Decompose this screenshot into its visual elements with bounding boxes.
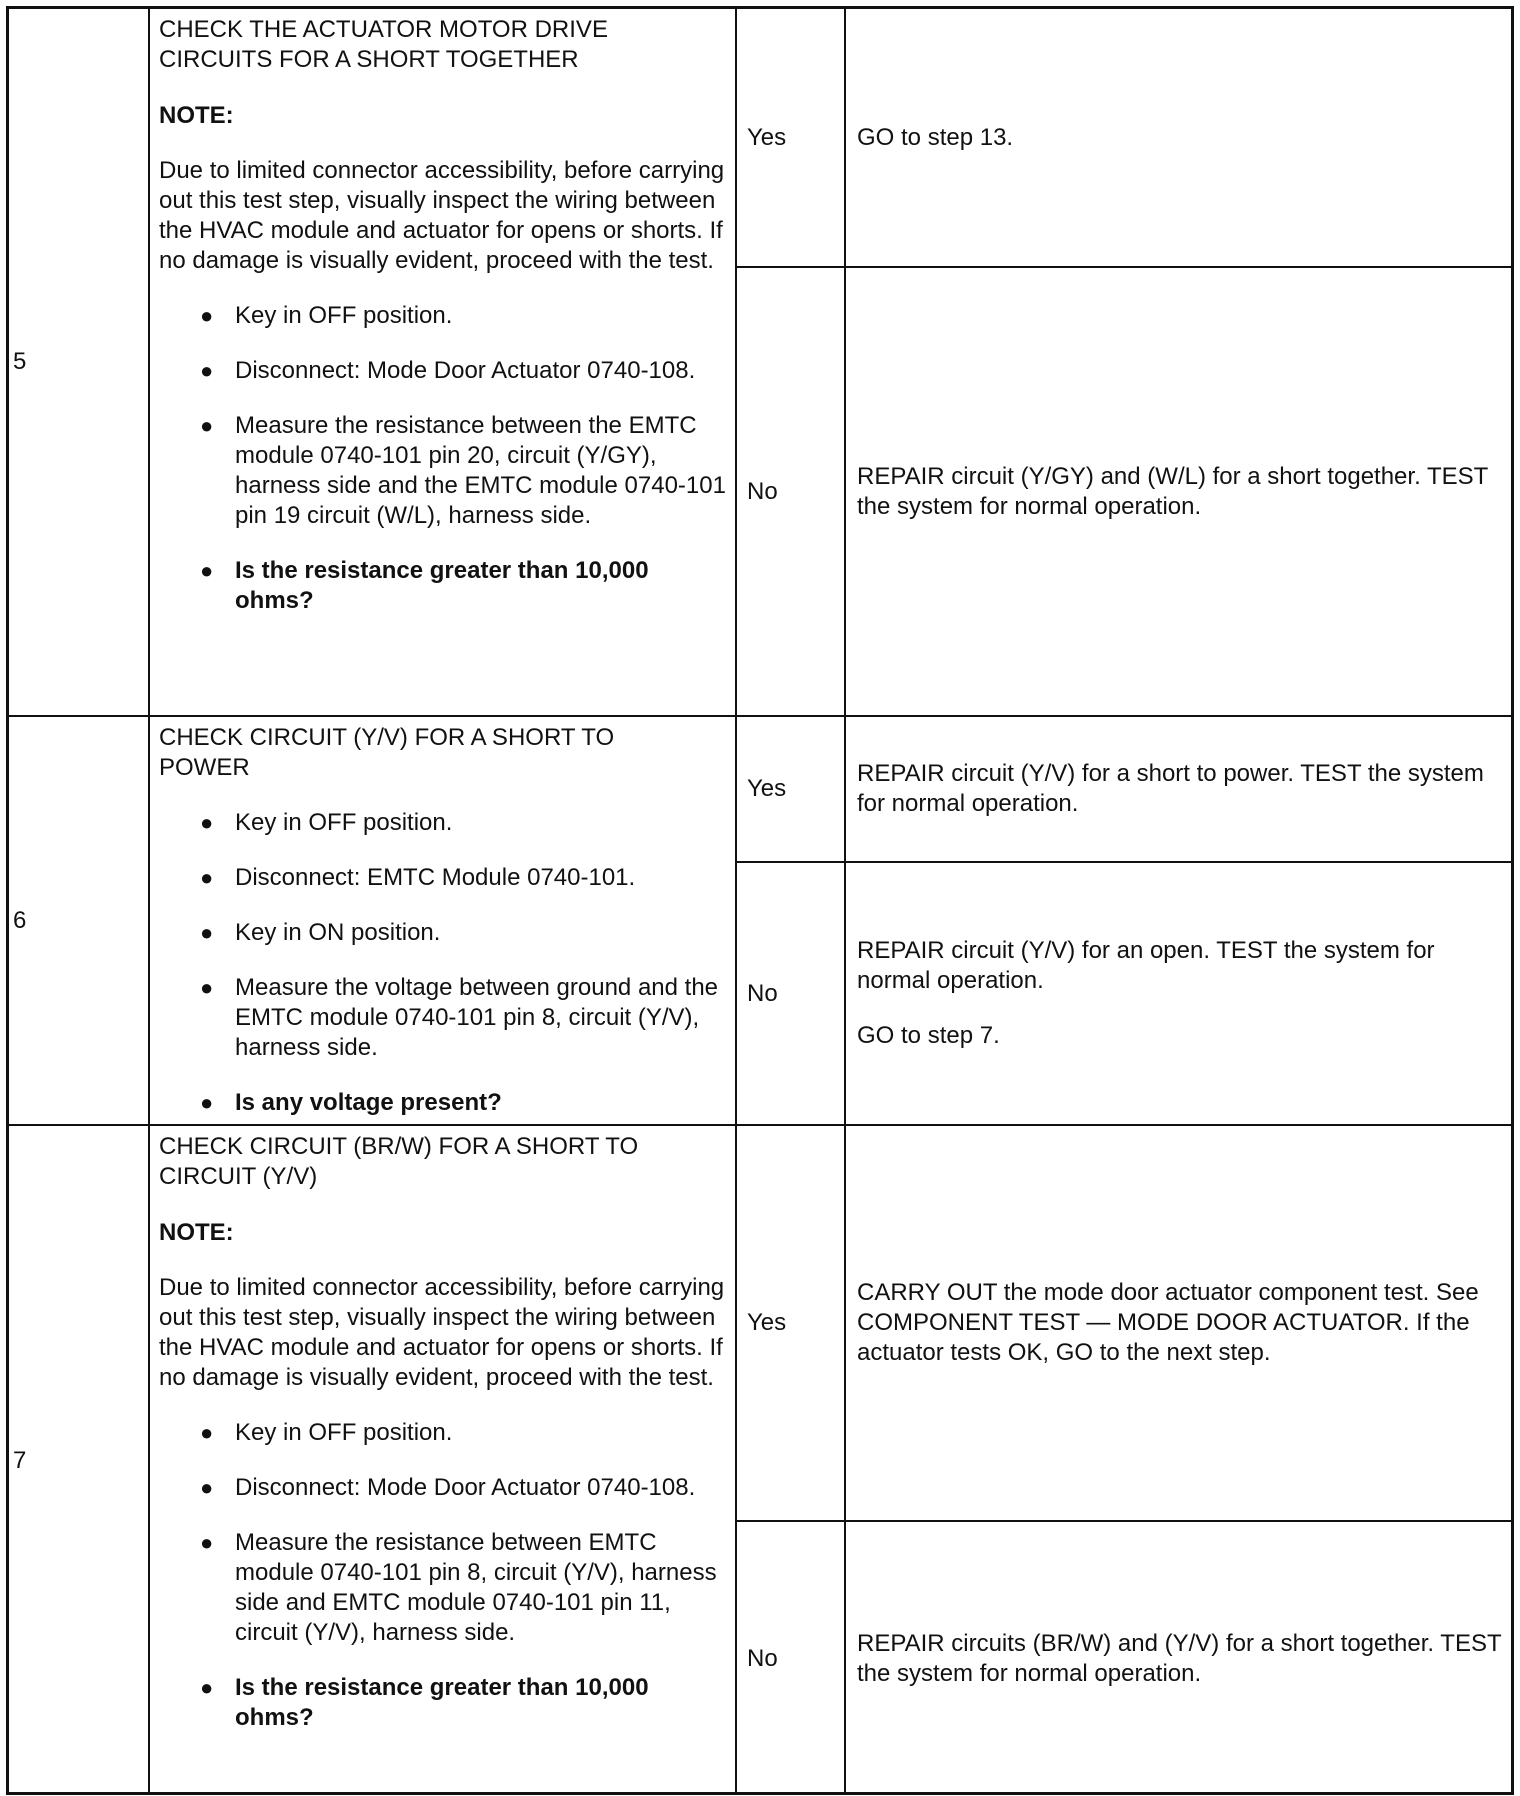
- action-cell: [853, 717, 1517, 861]
- action-text: REPAIR circuit (Y/V) for a short to power. TEST the system for normal operation.: [857, 760, 1484, 817]
- bullet-icon: ●: [200, 1420, 214, 1445]
- instruction-item: ● Disconnect: Mode Door Actuator 0740-108.: [200, 1474, 696, 1501]
- step-number: 6: [13, 906, 27, 934]
- instruction-item: ● Key in OFF position.: [200, 1419, 453, 1446]
- instruction-item: ● Key in OFF position.: [200, 302, 453, 329]
- bullet-icon: ●: [200, 1530, 214, 1555]
- note-text: Due to limited connector accessibility, before carrying out this test step, visually inspect the wiring between the HVAC module and actuator for opens or shorts. If no damage is visually evident, proceed with the test.: [159, 1274, 725, 1391]
- bullet-icon: ●: [200, 358, 214, 383]
- test-step-title: CHECK CIRCUIT (Y/V) FOR A SHORT TO POWER: [159, 724, 615, 781]
- result-no: No: [747, 979, 778, 1007]
- bullet-icon: ●: [200, 920, 214, 945]
- step-number: 5: [13, 348, 27, 375]
- bullet-icon: ●: [200, 1090, 214, 1115]
- test-step-title: CHECK THE ACTUATOR MOTOR DRIVE CIRCUITS FOR A SHORT TOGETHER: [159, 16, 608, 73]
- bullet-icon: ●: [200, 558, 214, 583]
- note-label: NOTE:: [159, 1219, 234, 1246]
- action-text: REPAIR circuit (Y/V) for an open. TEST the system for normal operation.: [857, 937, 1435, 994]
- instruction-item: ● Key in ON position.: [200, 919, 441, 946]
- test-step-title: CHECK CIRCUIT (BR/W) FOR A SHORT TO CIRCUIT (Y/V): [159, 1133, 639, 1190]
- action-cell: [853, 1126, 1517, 1520]
- instruction-item: ● Measure the voltage between ground and the EMTC module 0740-101 pin 8, circuit (Y/V), harness side.: [200, 974, 719, 1061]
- bullet-icon: ●: [200, 1475, 214, 1500]
- test-step: [155, 717, 735, 1124]
- bullet-icon: ●: [200, 303, 214, 328]
- question-item: ● Is any voltage present?: [200, 1089, 502, 1116]
- result-yes: Yes: [747, 123, 787, 151]
- bullet-icon: ●: [200, 865, 214, 890]
- bullet-icon: ●: [200, 413, 214, 438]
- result-yes: Yes: [747, 775, 787, 802]
- note-label: NOTE:: [159, 102, 234, 129]
- test-instructions: [159, 808, 731, 1118]
- column-divider: [844, 9, 846, 1792]
- action-cell: [853, 9, 1517, 266]
- diagnostic-table: [6, 6, 1514, 1795]
- test-instructions: [159, 1418, 731, 1733]
- question-item: ● Is the resistance greater than 10,000 ohms?: [200, 1674, 649, 1731]
- instruction-item: ● Key in OFF position.: [200, 809, 453, 836]
- step-number: 7: [13, 1446, 27, 1474]
- instruction-item: ● Disconnect: Mode Door Actuator 0740-108.: [200, 357, 696, 384]
- test-step: [155, 9, 735, 715]
- action-text: REPAIR circuit (Y/GY) and (W/L) for a short together. TEST the system for normal operation.: [857, 462, 1488, 520]
- test-step: [155, 1126, 735, 1795]
- instruction-item: ● Measure the resistance between the EMTC module 0740-101 pin 20, circuit (Y/GY), harness side and the EMTC module 0740-101 pin 19 circuit (W/L), harness side.: [200, 412, 726, 529]
- action-text: CARRY OUT the mode door actuator component test. See COMPONENT TEST — MODE DOOR ACTUATOR. If the actuator tests OK, GO to the next step.: [857, 1279, 1479, 1366]
- instruction-item: ● Disconnect: EMTC Module 0740-101.: [200, 864, 636, 891]
- result-yes: Yes: [747, 1309, 787, 1336]
- action-text: GO to step 13.: [857, 123, 1014, 151]
- question-item: ● Is the resistance greater than 10,000 ohms?: [200, 557, 649, 614]
- action-cell: [853, 268, 1517, 715]
- note-text: Due to limited connector accessibility, before carrying out this test step, visually inspect the wiring between the HVAC module and actuator for opens or shorts. If no damage is visually evident, proceed with the test.: [159, 157, 725, 274]
- result-no: No: [747, 1644, 778, 1672]
- result-no: No: [747, 477, 778, 505]
- bullet-icon: ●: [200, 810, 214, 835]
- instruction-item: ● Measure the resistance between EMTC module 0740-101 pin 8, circuit (Y/V), harness side and EMTC module 0740-101 pin 11, circuit (Y/V), harness side.: [200, 1529, 717, 1646]
- bullet-icon: ●: [200, 1675, 214, 1700]
- column-divider: [735, 9, 737, 1792]
- action-cell: [853, 1522, 1517, 1795]
- action-cell: [853, 863, 1517, 1124]
- action-text: GO to step 7.: [857, 1022, 1000, 1049]
- action-text: REPAIR circuits (BR/W) and (Y/V) for a short together. TEST the system for normal operation.: [857, 1629, 1502, 1687]
- test-instructions: [159, 301, 731, 616]
- bullet-icon: ●: [200, 975, 214, 1000]
